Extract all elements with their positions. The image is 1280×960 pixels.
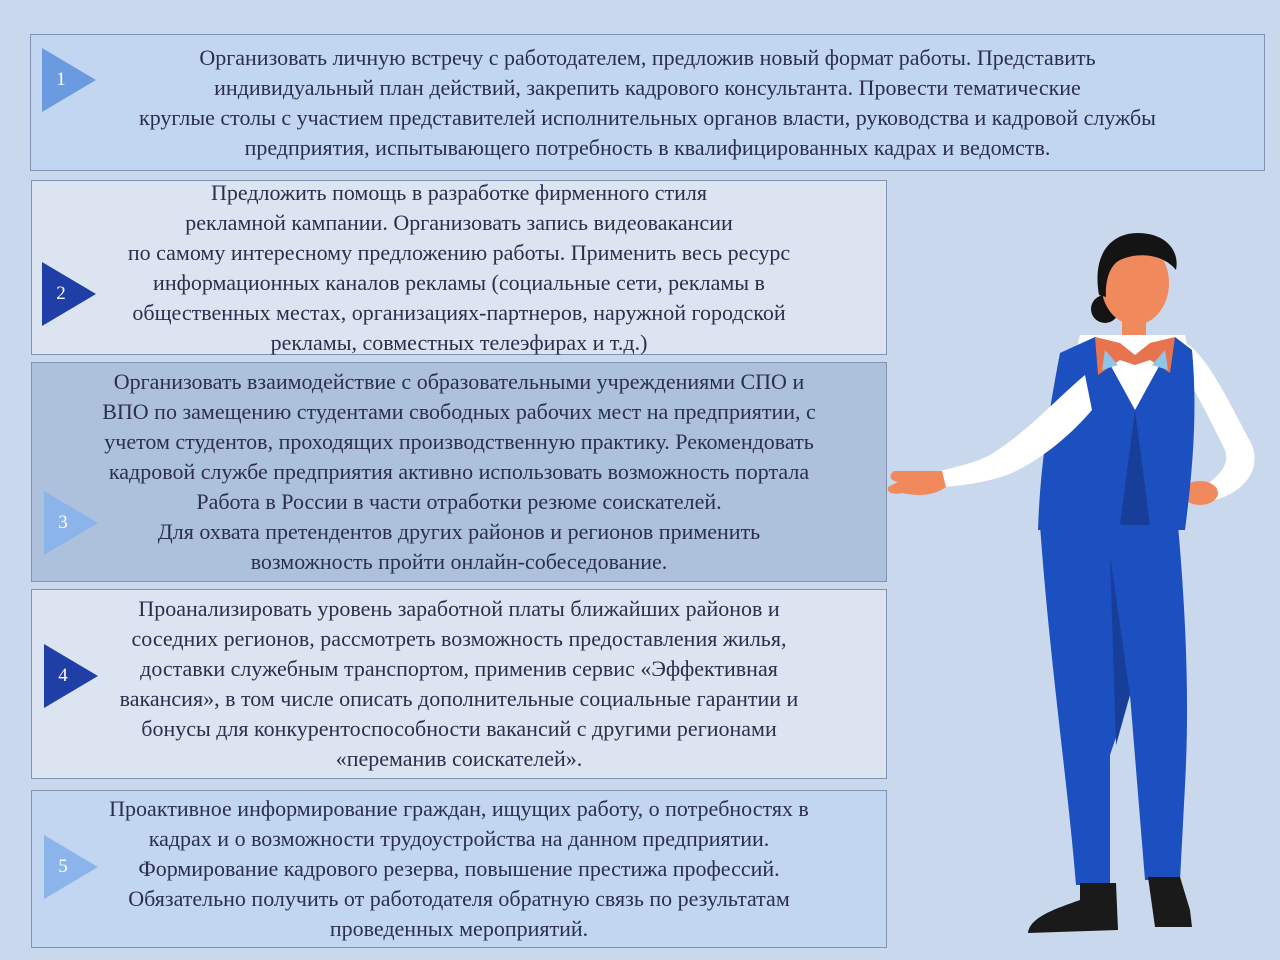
step-5-text: Проактивное информирование граждан, ищущих работу, о потребностях в кадрах и о возможности трудоустройства на данном предприятии. Формирование кадрового резерва, повышение престижа профессий. Обязательно получить от работодателя обратную связь по результатам проведенных мероприятий. bbox=[109, 796, 809, 941]
step-2-number: 2 bbox=[56, 283, 66, 304]
step-3-card bbox=[31, 362, 887, 582]
step-2-text: Предложить помощь в разработке фирменного стиля рекламной кампании. Организовать запись видеовакансии по самому интересному предложению работы. Применить весь ресурс информационных каналов рекламы (социальные сети, рекламы в общественных местах, организациях-партнеров, наружной городской рекламы, совместных телеэфирах и т.д.) bbox=[127, 179, 791, 355]
step-1-card bbox=[30, 34, 1265, 171]
step-5-number: 5 bbox=[58, 856, 68, 877]
step-3-marker-icon bbox=[44, 491, 98, 555]
woman-in-blue-uniform-presenting-icon bbox=[880, 225, 1270, 945]
step-3-number: 3 bbox=[58, 512, 68, 533]
step-2-card bbox=[31, 180, 887, 355]
step-5-card bbox=[31, 790, 887, 948]
step-1-marker-icon bbox=[42, 48, 96, 112]
step-4-card bbox=[31, 589, 887, 779]
step-4-marker-icon bbox=[44, 644, 98, 708]
step-5-marker-icon bbox=[44, 835, 98, 899]
step-4-number: 4 bbox=[58, 665, 68, 686]
step-3-text: Организовать взаимодействие с образовательными учреждениями СПО и ВПО по замещению студентами свободных рабочих мест на предприятии, с учетом студентов, проходящих производственную практику. Рекомендовать кадровой службе предприятия активно использовать возможность портала Работа в России в части отработки резюме соискателей. Для охвата претендентов других районов и регионов применить возможность пройти онлайн-собеседование. bbox=[102, 369, 816, 574]
step-1-text: Организовать личную встречу с работодателем, предложив новый формат работы. Представить индивидуальный план действий, закрепить кадрового консультанта. Провести тематические круглые столы с участием представителей исполнительных органов власти, руководства и кадровой службы предприятия, испытывающего потребность в квалифицированных кадрах и ведомств. bbox=[139, 44, 1156, 160]
step-2-marker-icon bbox=[42, 262, 96, 326]
step-4-text: Проанализировать уровень заработной платы ближайших районов и соседних регионов, рассмотреть возможность предоставления жилья, доставки служебным транспортом, применив сервис «Эффективная вакансия», в том числе описать дополнительные социальные гарантии и бонусы для конкурентоспособности вакансий с другими регионами «переманив соискателей». bbox=[119, 596, 799, 771]
step-1-number: 1 bbox=[56, 69, 66, 90]
